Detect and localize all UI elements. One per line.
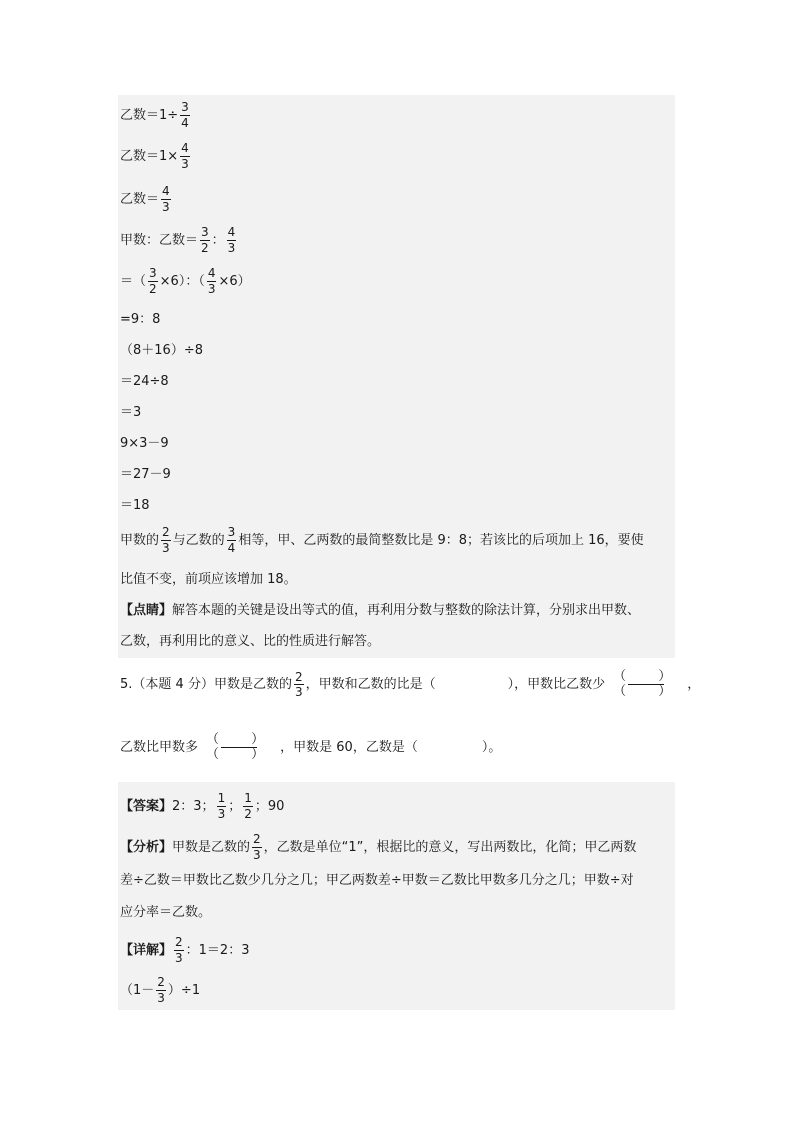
- fraction: [227, 526, 237, 554]
- dianjing-line-1: [120, 604, 640, 617]
- answer-text: ；: [228, 798, 242, 814]
- fraction: [174, 936, 184, 964]
- eq-line-8: ＝24÷8: [120, 374, 169, 389]
- analysis-line-2: 差÷乙数＝甲数比乙数少几分之几；甲乙两数差÷甲数＝乙数比甲数多几分之几；甲数÷对: [120, 873, 634, 888]
- blank-denominator: （ ）: [613, 684, 686, 700]
- question-text: ）。: [481, 740, 502, 756]
- eq-line-1: [120, 101, 192, 129]
- fraction: [227, 226, 237, 254]
- eq-text: 乙数＝: [120, 191, 160, 207]
- analysis-text: 甲数是乙数的: [172, 839, 251, 855]
- numerator: 1: [244, 791, 252, 805]
- denominator: 2: [201, 240, 209, 255]
- conclusion-line-2: 比值不变，前项应该增加 18。: [120, 572, 297, 587]
- eq-text: 解答本题的关键是设出等式的值，再利用分数与整数的除法计算，分别求出甲数、: [172, 603, 641, 618]
- eq-line-6: =9：8: [120, 312, 161, 327]
- numerator: 4: [181, 141, 189, 155]
- analysis-text: ，乙数是单位“1”，根据比的意义，写出两数比，化简；甲乙两数: [263, 839, 637, 855]
- detail-tag: 【详解】: [120, 942, 173, 958]
- blank-denominator: （ ）: [206, 747, 279, 763]
- eq-line-12: ＝18: [120, 498, 150, 513]
- answer-tag: 【答案】: [120, 798, 173, 814]
- eq-text: 相等，甲、乙两数的最简整数比是 9：8；若该比的后项加上 16，要使: [238, 532, 644, 548]
- fraction: [252, 833, 262, 861]
- numerator: 1: [217, 791, 226, 805]
- eq-text: 甲数的: [120, 532, 160, 548]
- dianjing-line-2: 乙数，再利用比的意义、比的性质进行解答。: [120, 634, 381, 649]
- eq-text: 乙数＝1×: [120, 148, 179, 164]
- fraction: [207, 267, 217, 295]
- denominator: 3: [181, 156, 189, 171]
- fraction: [161, 526, 171, 554]
- eq-line-11: ＝27－9: [120, 467, 171, 482]
- detail-text: （1－: [120, 982, 155, 998]
- numerator: 2: [157, 975, 165, 989]
- denominator: 3: [207, 281, 216, 296]
- detail-line: [120, 936, 249, 964]
- detail-line-2: [120, 976, 200, 1004]
- fraction: [243, 792, 253, 820]
- eq-line-4: [120, 226, 238, 254]
- answer-text: 2：3；: [172, 798, 215, 814]
- eq-line-2: [120, 142, 192, 170]
- numerator: 3: [181, 100, 189, 114]
- fraction: [156, 976, 166, 1004]
- question-text: 5.（本题 4 分）甲数是乙数的: [120, 677, 292, 693]
- denominator: 4: [227, 540, 236, 555]
- fraction: [148, 267, 158, 295]
- numerator: 2: [175, 935, 183, 949]
- eq-text: 乙数＝1÷: [120, 107, 179, 123]
- numerator: 2: [162, 525, 170, 539]
- question-text: 乙数比甲数多: [120, 740, 199, 756]
- denominator: 3: [217, 806, 226, 821]
- detail-text: ：1＝2：3: [185, 942, 250, 958]
- denominator: 3: [227, 240, 236, 255]
- analysis-line-3: 应分率＝乙数。: [120, 905, 212, 920]
- fraction: [294, 671, 304, 699]
- fraction: [217, 792, 227, 820]
- denominator: 3: [162, 540, 170, 555]
- numerator: 3: [227, 525, 236, 539]
- fraction: [180, 142, 190, 170]
- numerator: 3: [201, 225, 209, 239]
- eq-text: ：: [211, 232, 225, 248]
- question-5-line-2: [120, 733, 501, 763]
- numerator: 3: [149, 266, 157, 280]
- dianjing-tag: 【点睛】: [120, 603, 173, 618]
- fraction: [161, 185, 171, 213]
- blank-fraction[interactable]: [607, 670, 685, 700]
- denominator: 3: [162, 199, 170, 214]
- denominator: 3: [157, 990, 165, 1005]
- conclusion-line-1: [120, 526, 644, 554]
- question-text: ），甲数比乙数少: [507, 677, 606, 693]
- denominator: 3: [175, 950, 183, 965]
- eq-text: 与乙数的: [172, 532, 225, 548]
- eq-text: ＝（: [120, 273, 147, 289]
- answer-line: [120, 792, 284, 820]
- question-text: ，甲数是 60，乙数是（: [280, 740, 418, 756]
- blank-numerator: （ ）: [206, 732, 279, 747]
- detail-text: ）÷1: [167, 982, 201, 998]
- question-text: ，甲数和乙数的比是（: [305, 677, 436, 693]
- eq-line-3: [120, 185, 173, 213]
- eq-text: ×6）：（: [159, 273, 205, 289]
- denominator: 3: [253, 847, 261, 862]
- blank-numerator: （ ）: [613, 669, 686, 684]
- eq-line-9: ＝3: [120, 405, 142, 420]
- denominator: 4: [181, 115, 189, 130]
- numerator: 4: [227, 225, 236, 239]
- numerator: 2: [294, 669, 303, 684]
- numerator: 4: [207, 266, 216, 280]
- blank-fraction[interactable]: [200, 733, 278, 763]
- denominator: 2: [244, 806, 252, 821]
- numerator: 4: [162, 184, 170, 198]
- eq-line-5: [120, 267, 251, 295]
- analysis-line-1: [120, 833, 636, 861]
- fraction: [200, 226, 210, 254]
- answer-text: ；90: [254, 798, 285, 814]
- denominator: 3: [294, 685, 303, 700]
- eq-line-7: （8＋16）÷8: [120, 343, 203, 358]
- question-text: ，: [687, 677, 701, 693]
- fraction: [180, 101, 190, 129]
- question-5-line-1: [120, 670, 700, 700]
- denominator: 2: [149, 281, 157, 296]
- eq-text: ×6）: [218, 273, 251, 289]
- eq-line-10: 9×3－9: [120, 436, 169, 451]
- numerator: 2: [253, 832, 261, 846]
- analysis-tag: 【分析】: [120, 839, 173, 855]
- eq-text: 甲数：乙数＝: [120, 232, 199, 248]
